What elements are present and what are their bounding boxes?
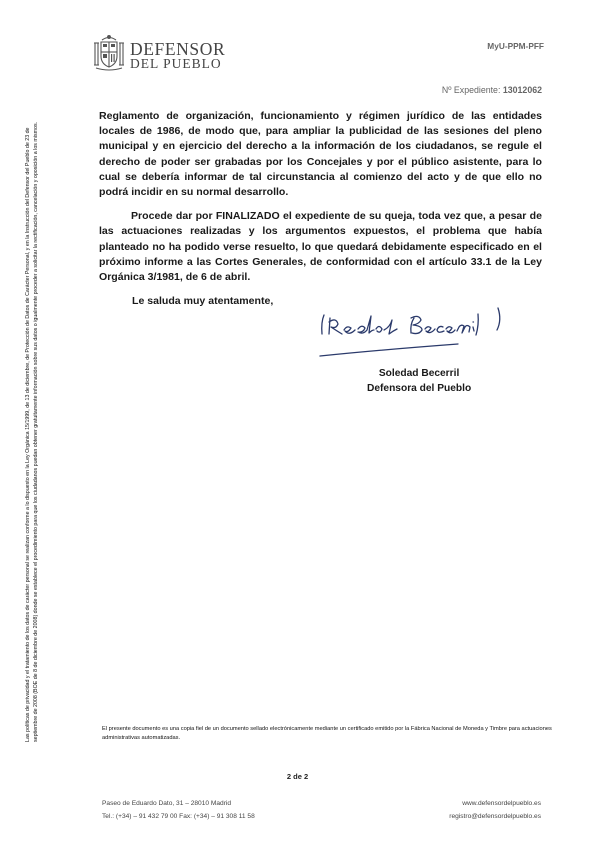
- expediente-label: Nº Expediente:: [441, 85, 501, 95]
- signer-title: Defensora del Pueblo: [367, 382, 472, 394]
- logo-text-line2: DEL PUEBLO: [130, 56, 222, 71]
- privacy-notice-sidebar: Las políticas de privacidad y el tratamiento de los datos de carácter personal se realizan conforme a lo dispuesto en la Ley Orgánica 15/1999, de 13 de diciembre, de Protección de Datos de Carácter Personal, y en la Instrucción del Defensor del Pueblo de 23 de septiembre de 2008 (BOE de 8 de diciembre de 2008) donde se establece el procedimiento para que los ciudadanos puedan obtener gratuitamente información sobre sus datos o igualmente proceder a solicitar la rectificación, cancelación y oposición a los mismos.: [25, 121, 39, 742]
- footer-phone-fax: Tel.: (+34) – 91 432 79 00 Fax: (+34) – 91 308 11 58: [102, 812, 255, 820]
- coat-of-arms-icon: [92, 34, 126, 72]
- footer-website-link[interactable]: www.defensordelpueblo.es: [462, 800, 541, 807]
- signer-name: Soledad Becerril: [378, 368, 460, 379]
- expediente-number: [442, 85, 542, 95]
- logo-text-line1: DEFENSOR: [130, 39, 226, 59]
- signer-block: [367, 367, 471, 396]
- handwritten-signature: [318, 300, 518, 370]
- footer-email-link[interactable]: registro@defensordelpueblo.es: [449, 812, 541, 820]
- page-number: 2 de 2: [286, 772, 309, 781]
- expediente-value: 13012062: [502, 85, 542, 95]
- footer-web: [449, 798, 541, 823]
- letter-body: [99, 109, 542, 318]
- reference-code: MyU-PPM-PFF: [487, 41, 544, 51]
- footer-contact: [102, 798, 255, 823]
- body-paragraph-2: Procede dar por FINALIZADO el expediente de su queja, toda vez que, a pesar de las actuaciones realizadas y los argumentos expuestos, el problema que había planteado no ha podido verse resuelto, lo que quedará debidamente especificado en el próximo informe a las Cortes Generales, de conformidad con el artículo 33.1 de la Ley Orgánica 3/1981, de 6 de abril.: [99, 210, 542, 284]
- closing-line: Le saluda muy atentamente,: [132, 295, 274, 308]
- electronic-seal-notice: El presente documento es una copia fiel de un documento sellado electrónicamente mediante un certificado emitido por la Fábrica Nacional de Moneda y Timbre para actuaciones administrativas automatizadas.: [102, 726, 552, 741]
- body-paragraph-1: Reglamento de organización, funcionamiento y régimen jurídico de las entidades locales de 1986, de modo que, para ampliar la publicidad de las sesiones del pleno municipal y en ejercicio del derecho a la información de los ciudadanos, se regule el derecho de poder ser grabadas por los Concejales y por el público asistente, para lo cual se debería informar de tal circunstancia al comienzo del acto y de que ello no podrá incidir en su normal desarrollo.: [99, 110, 542, 199]
- footer-address: Paseo de Eduardo Dato, 31 – 28010 Madrid: [102, 800, 232, 807]
- defensor-del-pueblo-logo: [92, 34, 232, 74]
